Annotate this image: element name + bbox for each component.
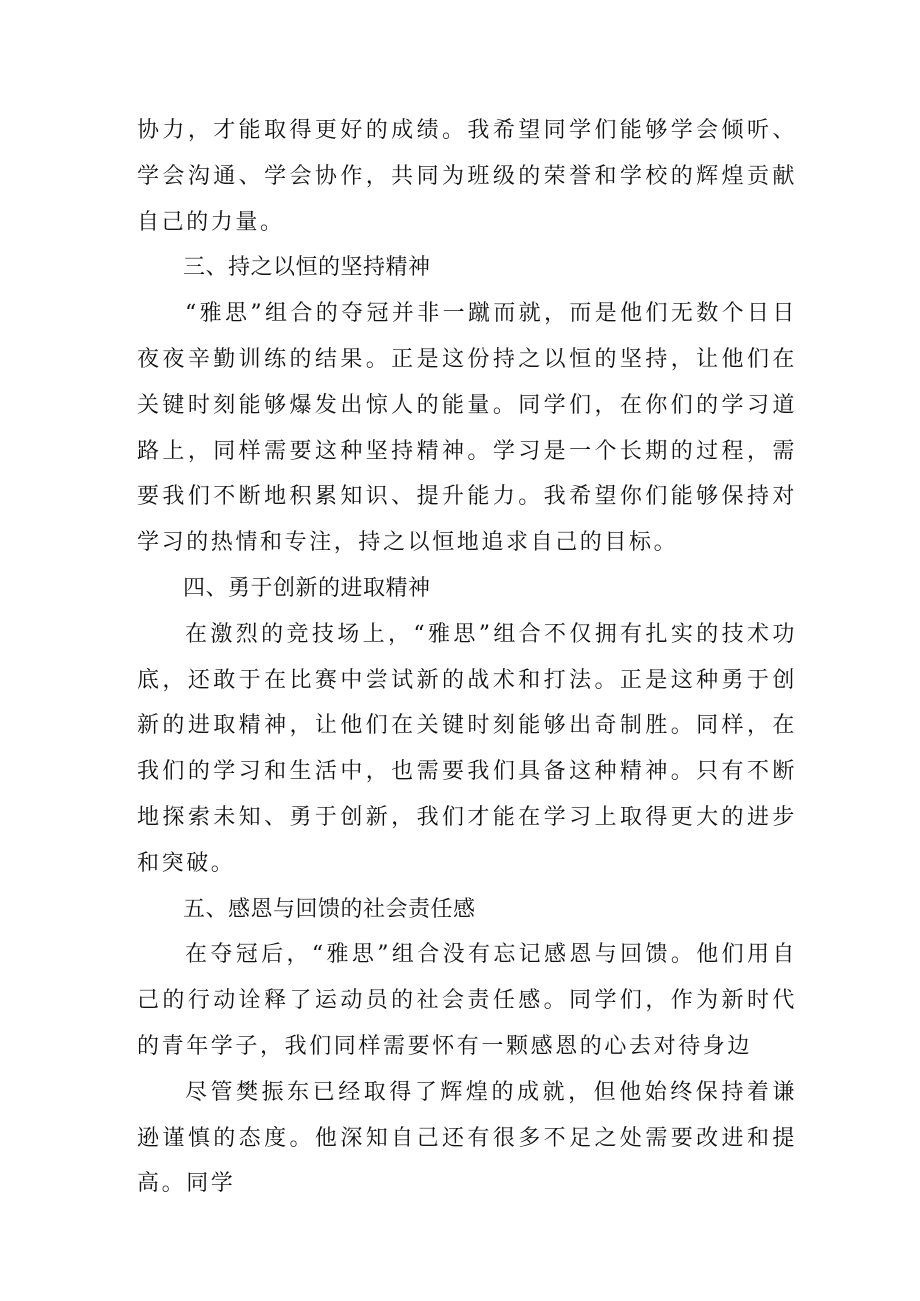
section-heading-4: 四、勇于创新的进取精神 bbox=[183, 575, 431, 601]
section-heading-5: 五、感恩与回馈的社会责任感 bbox=[183, 896, 476, 922]
section-paragraph-4: 在激烈的竞技场上，“雅思”组合不仅拥有扎实的技术功底，还敢于在比赛中尝试新的战术和打法。正是这种勇于创新的进取精神，让他们在关键时刻能够出奇制胜。同样，在我们的学习和生活中，也需要我们具备这种精神。只有不断地探索未知、勇于创新，我们才能在学习上取得更大的进步和突破。 bbox=[137, 621, 797, 876]
section-paragraph-5: 在夺冠后，“雅思”组合没有忘记感恩与回馈。他们用自己的行动诠释了运动员的社会责任感。同学们，作为新时代的青年学子，我们同样需要怀有一颗感恩的心去对待身边 bbox=[137, 942, 797, 1059]
intro-paragraph: 协力，才能取得更好的成绩。我希望同学们能够学会倾听、学会沟通、学会协作，共同为班级的荣誉和学校的辉煌贡献自己的力量。 bbox=[137, 118, 797, 235]
section-paragraph-3: “雅思”组合的夺冠并非一蹴而就，而是他们无数个日日夜夜辛勤训练的结果。正是这份持之以恒的坚持，让他们在关键时刻能够爆发出惊人的能量。同学们，在你们的学习道路上，同样需要这种坚持精神。学习是一个长期的过程，需要我们不断地积累知识、提升能力。我希望你们能够保持对学习的热情和专注，持之以恒地追求自己的目标。 bbox=[137, 301, 797, 556]
section-heading-3: 三、持之以恒的坚持精神 bbox=[183, 255, 431, 281]
document-body bbox=[137, 108, 797, 1207]
closing-paragraph: 尽管樊振东已经取得了辉煌的成就，但他始终保持着谦逊谨慎的态度。他深知自己还有很多不足之处需要改进和提高。同学 bbox=[137, 1079, 797, 1197]
